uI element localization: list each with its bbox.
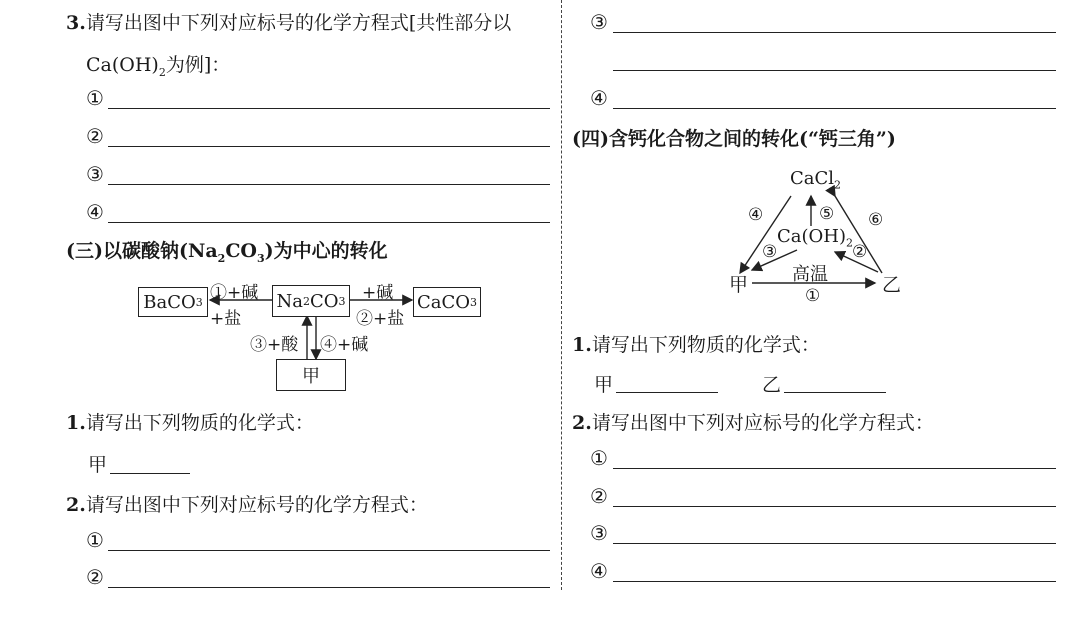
- right-q1-heading: 1.请写出下列物质的化学式：: [572, 334, 820, 356]
- q3-heading: 3.请写出图中下列对应标号的化学方程式[共性部分以: [66, 12, 512, 34]
- jia-box: 甲: [276, 359, 346, 391]
- left-q2-item-1-label: ①: [86, 528, 104, 552]
- right-q2-heading: 2.请写出图中下列对应标号的化学方程式：: [572, 412, 934, 434]
- right-q1-yi-answer-line[interactable]: [784, 392, 886, 393]
- q3-heading-line2: $Ca(OH)_2$为例]：: [86, 54, 231, 79]
- arrow1-label-bottom: +盐: [210, 309, 242, 329]
- q3-item-4-label: ④: [86, 200, 104, 224]
- right-q2-item-2-label: ②: [590, 484, 608, 508]
- caco3-box: CaCO 3: [413, 287, 481, 317]
- right-q2-item-3-label: ③: [590, 521, 608, 545]
- triangle-n1: ①: [805, 286, 821, 306]
- triangle-n6: ⑥: [868, 210, 884, 230]
- section3-title: (三)以碳酸钠$(Na_2CO_3)$为中心的转化: [66, 240, 388, 265]
- q3-item-3-label: ③: [86, 162, 104, 186]
- left-q1-heading: 1.请写出下列物质的化学式：: [66, 412, 314, 434]
- right-q2-item-4-answer-line[interactable]: [613, 581, 1056, 582]
- right-q2-item-4-label: ④: [590, 559, 608, 583]
- right-item-4-label: ④: [590, 86, 608, 110]
- q3-item-1-label: ①: [86, 86, 104, 110]
- arrow1-label: ①+碱: [210, 283, 259, 303]
- right-q2-item-2-answer-line[interactable]: [613, 506, 1056, 507]
- q3-item-2-label: ②: [86, 124, 104, 148]
- section4-title: (四)含钙化合物之间的转化(“钙三角”): [572, 128, 896, 150]
- triangle-yi-label: 乙: [882, 274, 902, 296]
- caoh2-label: $Ca(OH)_2$: [777, 226, 854, 250]
- arrow2-label-bottom: ②+盐: [356, 309, 405, 329]
- left-q2-heading: 2.请写出图中下列对应标号的化学方程式：: [66, 494, 428, 516]
- na2co3-box: Na 2 CO 3: [272, 285, 350, 317]
- gaowen-label: 高温: [792, 264, 828, 285]
- arrow4-label: ④+碱: [320, 335, 369, 355]
- right-q1-jia-label: 甲: [594, 374, 614, 396]
- left-q2-item-2-label: ②: [86, 565, 104, 589]
- triangle-n3: ③: [762, 242, 778, 262]
- right-q2-item-1-label: ①: [590, 446, 608, 470]
- left-q1-jia-label: 甲: [88, 454, 108, 476]
- triangle-jia-label: 甲: [729, 274, 749, 296]
- right-item-3-label: ③: [590, 10, 608, 34]
- right-q2-item-1-answer-line[interactable]: [613, 468, 1056, 469]
- triangle-n4: ④: [748, 205, 764, 225]
- cacl2-label: CaCl$_2$: [790, 168, 842, 192]
- right-q1-yi-label: 乙: [762, 374, 782, 396]
- baco3-box: BaCO 3: [138, 287, 208, 317]
- right-q2-item-3-answer-line[interactable]: [613, 543, 1056, 544]
- triangle-n2: ②: [852, 242, 868, 262]
- triangle-n5: ⑤: [819, 204, 835, 224]
- arrow3-label: ③+酸: [250, 335, 299, 355]
- right-q1-jia-answer-line[interactable]: [616, 392, 718, 393]
- arrow2-label: +碱: [362, 283, 394, 303]
